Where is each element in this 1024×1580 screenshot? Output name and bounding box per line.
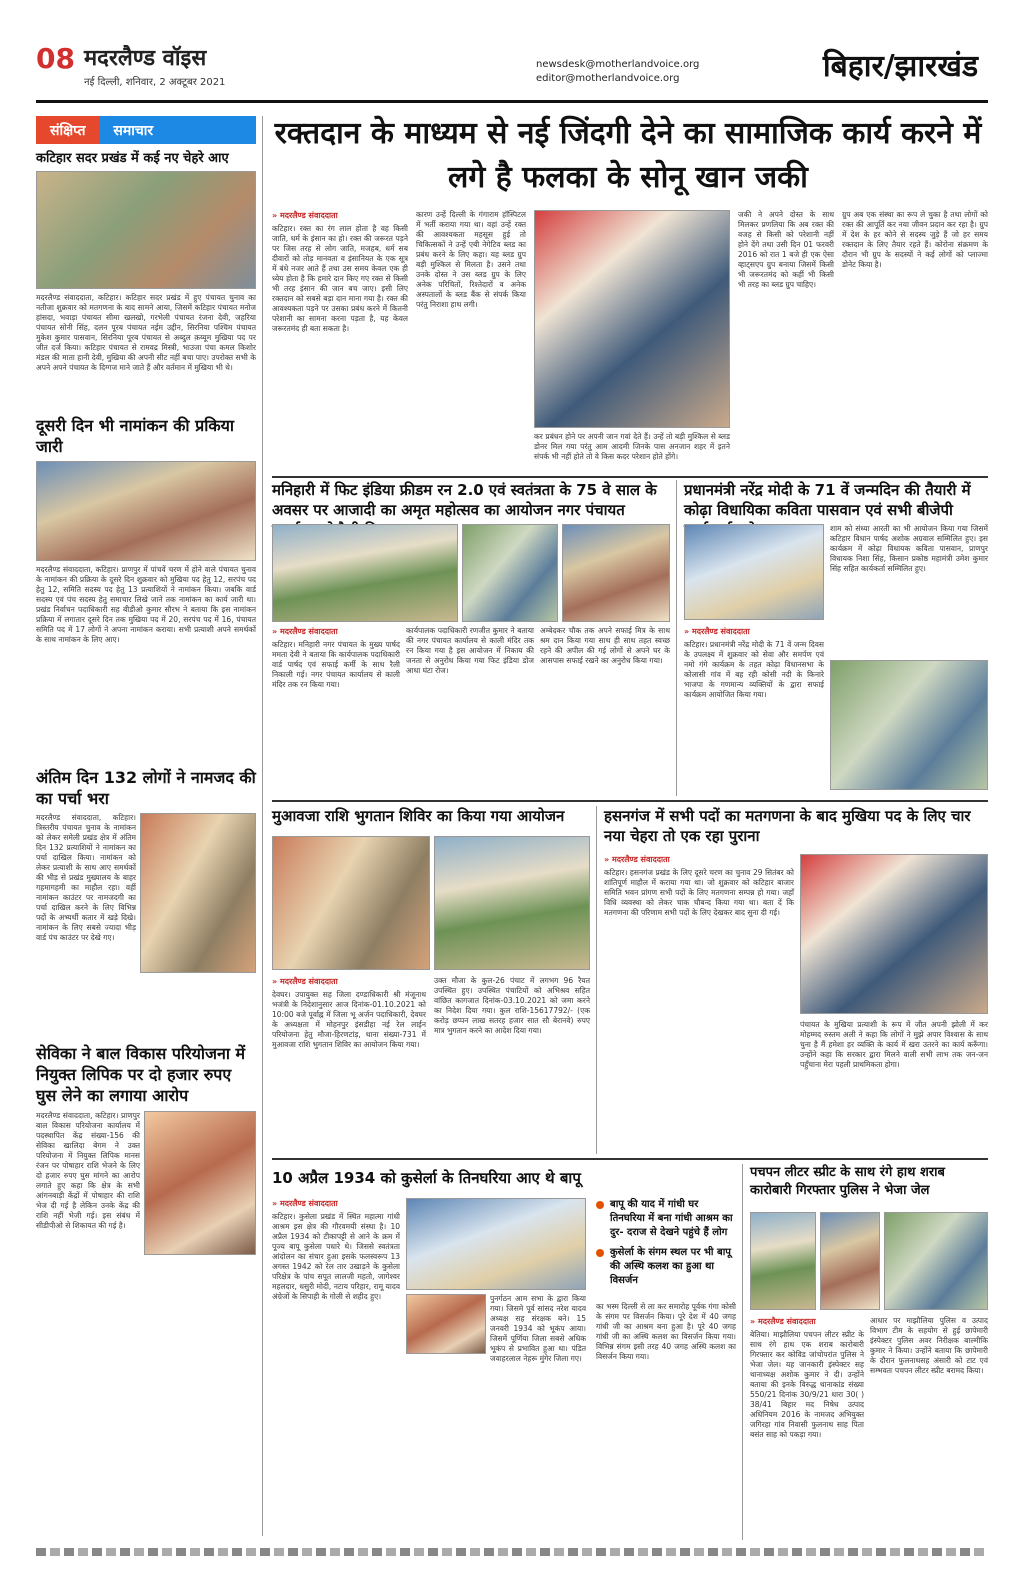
dateline: नई दिल्ली, शनिवार, 2 अक्टूबर 2021 (84, 77, 226, 88)
byline: » मदरलैण्ड संवाददाता (272, 210, 408, 221)
story-body: कटिहार। कुसेला प्रखंड में स्थित महात्मा गांधी आश्रम इस क्षेत्र की गौरवमयी संस्था है। 10 अप्रैल 1934 को टीकापट्टी से आने के क्रम में पूज्य बापू कुसेला पधारे थे। जिससे स्वतंत्रता आंदोलन का संचार हुआ इसके फलस्वरूप 13 अगस्त 1942 को रेल तार उखाड़ने के कुसेला परिक्षेत्र के पांच सपूत लालजी महतो, जागेश्वर महलदार, धसुरी मोदी, नटाय परिहार, रामू यादव अंग्रेजों के सिपाही के गोली से शहीद हुए। (272, 1212, 400, 1301)
story-photo (750, 1212, 816, 1310)
main-body: ग्रुप अब एक संस्था का रूप ले चुका है तथा लोगों को रक्त की आपूर्ति कर नया जीवन प्रदान कर रहा है। ग्रुप में देश के हर कोने से सदस्य जुड़े हैं जो हर समय रक्तदान के लिए तैयार रहते हैं। कोरोना संक्रमण के दौरान भी ग्रुप के सदस्यों ने कई लोगों को प्लाज्मा डोनेट किया है। (842, 210, 988, 269)
story-photo (272, 524, 458, 622)
story-photo (684, 524, 824, 620)
main-body: जकी ने अपने दोस्त के साथ मिलकर प्रणलिया कि अब रक्त की वजह से किसी को परेशानी नहीं होने देंगे तथा उसी दिन 01 फरवरी 2016 को रात 1 बजे ही एक ऐसा व्हाट्सएप ग्रुप बनाया जिसमें किसी भी जरूरतमंद को कहीं भी किसी भी तरह का ब्लड ग्रुप चाहिए। (738, 210, 834, 289)
print-registration-strip (36, 1548, 988, 1556)
main-body: कारण उन्हें दिल्ली के गंगाराम हॉस्पिटल में भर्ती कराया गया था। वहां उन्हें रक्त की आवश्यकता महसूस हुई तो चिकित्सकों ने उन्हें एबी नेगेटिव ब्लड का प्रबंध करने के लिए कहा। यह ब्लड ग्रुप बड़ी मुश्किल से मिलता है। उसने तथा उनके दोस्त ने उस ब्लड ग्रुप के लिए अनेक परिचितों, रिश्तेदारों व अनेक अस्पतालों के ब्लड बैंक से संपर्क किया परंतु निराशा हाथ लगी। (416, 210, 526, 309)
byline: » मदरलैण्ड संवाददाता (750, 1316, 864, 1327)
main-body: कर प्रबंधन होने पर अपनी जान गवां देते हैं। उन्हें तो बड़ी मुश्किल से ब्लड डोनर मिल गया परंतु आम आदमी जिनके पास अनजान शहर में इतने संपर्क भी नहीं होते तो वे किस कदर परेशान होते होंगे। (534, 432, 730, 461)
masthead (36, 40, 988, 98)
column-divider (676, 480, 677, 796)
brief-headline: सेविका ने बाल विकास परियोजना में नियुक्त लिपिक पर दो हजार रुपए घुस लेने का लगाया आरोप (36, 1044, 246, 1105)
story-headline: 10 अप्रैल 1934 को कुसेर्ला के तिनघरिया आए थे बापू (272, 1169, 581, 1187)
story-photo (562, 524, 670, 622)
story-7-col-2 (870, 1316, 988, 1538)
paper-name: मदरलैण्ड वॉइस (84, 46, 207, 71)
brief-headline: अंतिम दिन 132 लोगों ने नामजद की का पर्चा भरा (36, 768, 256, 808)
story-photo (434, 836, 590, 970)
story-headline: मनिहारी में फिट इंडिया फ्रीडम रन 2.0 एवं स्वतंत्रता के 75 वे साल के अवसर पर आजादी का अमृत महोत्सव का आयोजन नगर पंचायत (272, 481, 657, 519)
story-6-highlights (596, 1198, 736, 1298)
main-story-col-2 (416, 210, 526, 472)
story-5-col-2 (800, 1020, 988, 1154)
brief-photo (36, 461, 256, 561)
story-2-col-1 (272, 626, 400, 794)
brief-body: मदरलैण्ड संवाददाता, कटिहार। प्राणपुर में पांचवें चरण में होने वाले पंचायत चुनाव के नामांकन की प्रक्रिया के दूसरे दिन शुक्रवार को मुखिया पद हेतु 12, सरपंच पद हेतु 12, समिति सदस्य पद हेतु 13 प्रत्याशियों ने नामांकन किया। जबकि वार्ड सदस्य एवं पंच सदस्य हेतु समाचार लिखे जाने तक नामांकन का कार्य जारी था। प्रखंड निर्वाचन पदाधिकारी सह बीडीओ कुमार सौरभ ने बताया कि इस नामांकन प्रक्रिया में लगातार दूसरे दिन तक मुखिया पद में 20, सरपंच पद में 16, पंचायत समिति पद में 17 लोगों ने अपना नामांकन कराया। सभी प्रत्याशी अपने समर्थकों के साथ नामांकन के लिए आए। (36, 565, 256, 644)
story-body: पंचायत के मुखिया प्रत्याशी के रूप में जीत अपनी झोली में कर मोहम्मद रुस्तम अली ने कहा कि लोगों ने मुझे अपार विश्वास के साथ चुना है मैं हमेशा हर व्यक्ति के कार्य में खरा उतरने का कार्य करूँगा। उन्होंने कहा कि सरकार द्वारा मिलने वाली सभी लाभ तक जन-जन पहुँचाना मेरा पहली प्राथमिकता होगा। (800, 1020, 988, 1069)
story-6-col-1 (272, 1198, 400, 1538)
byline: » मदरलैण्ड संवाददाता (272, 626, 400, 637)
highlight-bullet: बापू की याद में गांधी घर तिनघरिया में बना गांधी आश्रम का दुर- दराज से देखने पहुंचे हैं लोग (596, 1198, 736, 1240)
email-editor[interactable]: editor@motherlandvoice.org (536, 73, 680, 84)
byline: » मदरलैण्ड संवाददाता (272, 1198, 400, 1209)
story-photo (884, 1212, 988, 1310)
story-body: आधार पर माझौलिया पुलिस व उत्पाद विभाग टीम के सहयोग से हुई छापेमारी इंस्पेक्टर पुलिस अवर निरीक्षक बाल्मीकि कुमार ने किया। उन्होंने बताया कि छापेमारी के दौरान फुलनाथसह अंसारी को टाट एवं सम्भवतः पचपन लीटर स्प्रीट बरामद किया। (870, 1316, 988, 1375)
page-number: 08 (36, 42, 75, 75)
brief-photo (140, 813, 256, 973)
story-2-col-3 (540, 626, 670, 794)
email-newsdesk[interactable]: newsdesk@motherlandvoice.org (536, 59, 700, 70)
column-divider (596, 806, 597, 1154)
section-rule (272, 800, 988, 802)
section-rule (272, 476, 988, 478)
story-headline: हसनगंज में सभी पदों का मतगणना के बाद मुखिया पद के लिए चार नया चेहरा तो एक रहा पुराना (604, 807, 971, 845)
contact-emails (536, 58, 699, 86)
main-body: कटिहार। रक्त का रंग लाल होता है वह किसी जाति, धर्म के इंसान का हो। रक्त की जरूरत पड़ने पर जिस तरह से लोग जाति, मजहब, धर्म सब दीवारों को तोड़ मानवता व इंसानियत के एक सूत्र में बंधे नजर आते हैं तथा उस समय केवल एक ही ध्येय होता है कि हमारे दान किए गए रक्त से किसी भी तरह इंसान की जान बच जाए। इसी लिए रक्तदान को सबसे बड़ा दान माना गया है। रक्त की आवश्यकता पड़ने पर उसका प्रबंध करने में कितनी परेशानी का सामना करना पड़ता है, यह केवल जरूरतमंद ही बता सकता है। (272, 224, 408, 333)
byline: » मदरलैण्ड संवाददाता (272, 976, 426, 987)
story-body: का भस्म दिल्ली से ला कर समारोह पूर्वक गंगा कोसी के संगम पर विसर्जन किया। पूरे देश में 40 जगह गांधी जी का आश्रम बना हुआ है। पूरे 40 जगह गांधी जी का अस्थि कलश का विसर्जन किया गया। विभिन्न संगम इसी तरह 40 जगह अस्थि कलश का विसर्जन किया गया। (596, 1302, 736, 1361)
main-story-col-4 (738, 210, 834, 472)
story-body: उक्त मौजा के कुल-26 पंचाट में लगभग 96 रैयत उपस्थित हुए। उपस्थित पंचाटियों को अभिश्रव सहित वांछित कागजात दिनांक-03.10.2021 को जमा करने का निदेश दिया गया। कुल राशि-15617792/- (एक करोड़ छप्पन लाख सतरह हजार सात सौ बेरानवे) रुपए मात्र भुगतान करने का आदेश दिया गया। (434, 976, 590, 1035)
story-3-body (684, 626, 824, 794)
story-body: अम्बेदकर चौक तक अपने सफाई मित्र के साथ श्रम दान किया गया साथ ही साथ तहत स्वच्छ रहने की अपील की गई लोगों से अपने घर के आसपास सफाई रखने का अनुरोध किया गया। (540, 626, 670, 665)
story-4-col-1 (272, 976, 426, 1152)
brief-headline: दूसरी दिन भी नामांकन की प्रकिया जारी (36, 416, 235, 456)
story-photo (272, 836, 430, 970)
byline: » मदरलैण्ड संवाददाता (684, 626, 824, 637)
story-body: कटिहार। प्रधानमंत्री नरेंद्र मोदी के 71 वें जन्म दिवस के उपलक्ष्य में शुक्रवार को सेवा और समर्पण एवं नमो गंगे कार्यक्रम के तहत कोढ़ा विधानसभा के कोलासी गांव में बह रही कोसी नदी के किनारे भाजपा के गणमान्य व्यक्तियों के द्वारा सफाई कार्यक्रम आयोजित किया गया। (684, 640, 824, 699)
story-photo (462, 524, 558, 622)
story-photo (406, 1294, 486, 1354)
story-body: शाम को संध्या आरती का भी आयोजन किया गया जिसमें कटिहार विधान पार्षद अशोक अग्रवाल सम्मिलित हुए। इस कार्यक्रम में कोढ़ा विधायक कविता पासवान, प्राणपुर विधायक निशा सिंह, किसान प्रकोष्ठ महामंत्री उमेश कुमार सिंह सहित कार्यकर्ता सम्मिलित हुए। (830, 524, 988, 573)
main-story-col-3 (534, 432, 730, 472)
section-title: बिहार/झारखंड (822, 49, 978, 84)
story-headline: प्रधानमंत्री नरेंद्र मोदी के 71 वें जन्मदिन की तैयारी में कोढ़ा विधायिका कविता पासवान एवं सभी बीजेपी (684, 481, 971, 519)
brief-headline: कटिहार सदर प्रखंड में कई नए चेहरे आए (36, 151, 229, 166)
story-6-col-2 (490, 1294, 586, 1538)
story-2-col-2 (406, 626, 534, 794)
highlight-bullet: कुसेर्ला के संगम स्थल पर भी बापू की अस्थि कलश का हुआ था विसर्जन (596, 1246, 736, 1288)
main-story-photo (534, 210, 730, 428)
story-body: पुनर्गठन आम सभा के द्वारा किया गया। जिसमे पूर्व सांसद नरेश यादव अध्यक्ष सह संरक्षक बने। 15 जनवरी 1934 को भूकंप आया। जिसमें पूर्णिया जिला सबसे अधिक भूकंप से प्रभावित हुआ था। पंडित जवाहरलाल नेहरू मुंगेर जिला गए। (490, 1294, 586, 1363)
brief-photo (144, 1111, 256, 1255)
brief-news-column (36, 116, 256, 1411)
section-rule (272, 1158, 988, 1160)
story-photo (830, 660, 988, 790)
main-story-col-1 (272, 210, 408, 472)
column-divider (262, 116, 263, 1536)
story-headline: पचपन लीटर स्प्रीट के साथ रंगे हाथ शराब कारोबारी गिरफ्तार पुलिस ने भेजा जेल (750, 1165, 945, 1198)
story-body: देवघर। उपायुक्त सह जिला दण्डाधिकारी श्री मंजूनाथ भजंत्री के निदेशानुसार आज दिनांक-01.10.2021 को 10:00 बजे पूर्वाह्न में जिला भू अर्जन पदाधिकारी, देवघर के अध्यक्षता में मोहनपुर इंसडीहा नई रेल लाईन परियोजना हेतु मौजा-हिरणटांड़, थाना संख्या-731 में मुआवजा राशि भुगतान शिविर का आयोजन किया गया। (272, 990, 426, 1049)
story-4-col-2 (434, 976, 590, 1152)
story-5-col-1 (604, 854, 794, 1154)
story-3-top (830, 524, 988, 654)
byline: » मदरलैण्ड संवाददाता (604, 854, 794, 865)
brief-body: मदरलैण्ड संवाददाता, कटिहार। त्रिस्तरीय पंचायत चुनाव के नामांकन को लेकर समेली प्रखंड क्षेत्र में अंतिम दिन 132 प्रत्याशियों ने नामांकन का पर्चा दाखिल किया। नामांकन को लेकर प्रत्याशी के साथ आए समर्थकों की भीड़ से प्रखंड मुख्यालय के बाहर गहमागहमी का माहौल रहा। वहीं नामांकन काउंटर पर नामजदगी का पर्चा दाखिल करने के लिए विभिन्न पदों के अभ्यर्थी कतार में खड़े दिखे। नामांकन के लिए सबसे ज्यादा भीड़ वार्ड पंच काउंटर पर देखे गए। (36, 813, 136, 942)
brief-news-banner (36, 116, 256, 144)
story-body: कटिहार। हसनगंज प्रखंड के लिए दूसरे चरण का चुनाव 29 सितंबर को शांतिपूर्ण माहौल में कराया गया था। जो शुक्रवार को कटिहार बाजार समिति भवन प्रांगण सभी पदों के लिए मतगणना सम्पन्न हो गया। जहाँ विधि व्यवस्था को लेकर चाक चौबन्द किया गया था। बता दें कि मतगणना की परिणाम सभी पदों के लिए देखकर बाद सुना दी गई। (604, 868, 794, 917)
story-photo (820, 1212, 880, 1310)
story-headline: मुआवजा राशि भुगतान शिविर का किया गया आयोजन (272, 807, 565, 825)
story-6-col-3 (596, 1302, 736, 1538)
brief-body: मदरलैण्ड संवाददाता, कटिहार। कटिहार सदर प्रखंड में हुए पंचायत चुनाव का नतीजा शुक्रवार को मतगणना के बाद सामने आया, जिसमें कटिहार पंचायत मनोज हांसदा, भवाड़ा पंचायत सीमा खलखो, गरभेली पंचायत रंजना देवी, जहरिया पंचायत सोनी सिंह, दलन पूरब पंचायत नईम उद्दीन, सिरनिया पश्चिम पंचायत मुकेश कुमार पासवान, सिरनिया पूरब पंचायत से अब्दुल क़य्यूम मुखिया पद पर जीत दर्ज किया। कटिहार पंचायत से रामवद्र मिस्त्री, भाउजा पंचा कमल किशोर मंडल की माता हानी देवी, मुखिया की अपनी सीट नहीं बचा पाए। उपरोक्त सभी के अपने अपने पंचायत के दिग्गज माने जाते हैं और वर्तमान में मुखिया भी थे। (36, 293, 256, 372)
main-headline: रक्तदान के माध्यम से नई जिंदगी देने का सामाजिक कार्य करने में लगे है फलका के सोनू खान जकी (274, 116, 982, 195)
brief-label: संक्षिप्त (36, 116, 99, 144)
story-photo (406, 1198, 586, 1290)
story-7-col-1 (750, 1316, 864, 1538)
news-label: समाचार (99, 116, 256, 144)
column-divider (742, 1164, 743, 1540)
story-photo (800, 854, 988, 1014)
story-body: कार्यपालक पदाधिकारी रणजीत कुमार ने बताया की नगर पंचायत कार्यालय से काली मंदिर तक रन किया गया है इस आयोजन में निकाय की जनता से अनुरोध किया गया फिट इंडिया डोज आधा घंटा रोज। (406, 626, 534, 675)
brief-body: मदरलैण्ड संवाददाता, कटिहार। प्राणपुर बाल विकास परियोजना कार्यालय में पदस्थापित केंद्र संख्या-156 की सेविका खालिदा बेगम ने उक्त परियोजना में नियुक्त लिपिक मानस रंजन पर पोषाहार राशि भेजने के लिए दो हजार रुपए घुस मांगने का आरोप लगाते हुए कहा कि क्षेत्र के सभी आंगनबाड़ी केंद्रों में पोषाहार की राशि भेज दी गई है लेकिन उनके केंद्र की राशि नहीं भेजी गई। इस संबंध में सीडीपीओ से शिकायत की गई है। (36, 1111, 140, 1230)
story-body: बेतिया। माझौलिया पचपन लीटर स्प्रीट के साथ रंगे हाथ एक शराब कारोबारी गिरफ्तार कर कोविड जांचोपरांत पुलिस ने भेजा जेल। यह जानकारी इंस्पेक्टर सह थानाध्यक्ष अशोक कुमार ने दी। उन्होंने बताया की इनके विरुद्ध थानाकांड संख्या 550/21 दिनांक 30/9/21 धारा 30( ) 38/41 बिहार मद निषेध उत्पाद अधिनियम 2016 के नामजद अभियुक्त जगिरहा गांव निवासी फुलनाथ साह पिता बसंत साह को पकड़ा गया। (750, 1330, 864, 1439)
brief-photo (36, 171, 256, 289)
masthead-rule (36, 100, 988, 103)
main-story-col-5 (842, 210, 988, 472)
story-body: कटिहार। मनिहारी नगर पंचायत के मुख्य पार्षद ममता देवी ने बताया कि कार्यपालक पदाधिकारी वार्ड पार्षद एवं सफाई कर्मी के साथ रैली निकाली गई। नगर पंचायत कार्यालय से काली मंदिर तक रन किया गया। (272, 640, 400, 689)
